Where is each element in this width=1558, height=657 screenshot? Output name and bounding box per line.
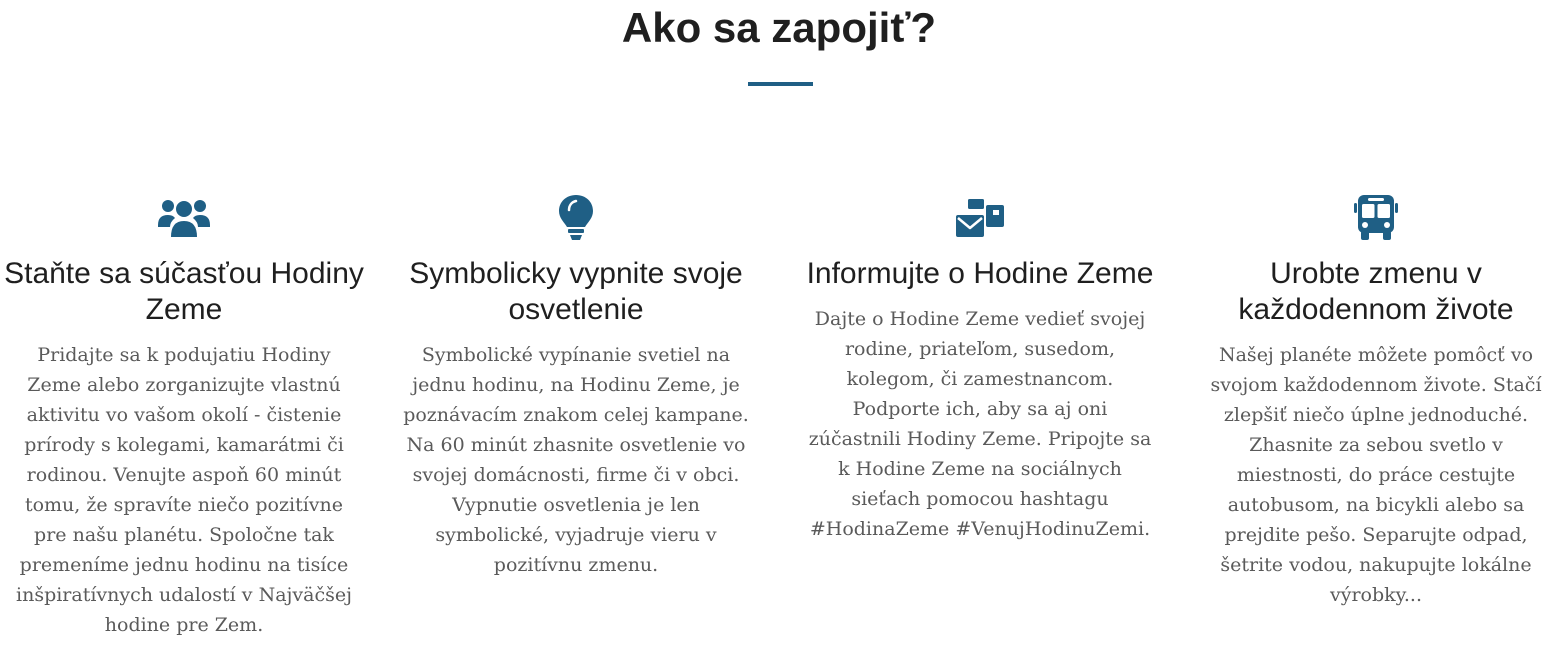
column-title: Staňte sa súčasťou Hodiny Zeme	[4, 257, 364, 326]
column-text: Symbolické vypínanie svetiel na jednu hodinu, na Hodinu Zeme, je poznávacím znakom celej kampane. Na 60 minút zhasnite osvetlenie vo svojej domácnosti, firme či v obci. Vypnutie osvetlenia je len symbolické, vyjadruje vieru v pozitívnu zmenu.	[403, 344, 749, 576]
column-everyday-change	[1196, 190, 1556, 610]
column-join-earth-hour	[4, 190, 364, 640]
people-group-icon	[4, 190, 364, 246]
bus-icon	[1196, 190, 1556, 246]
mail-bulk-icon	[800, 190, 1160, 246]
column-title: Informujte o Hodine Zeme	[806, 257, 1154, 290]
column-text: Našej planéte môžete pomôcť vo svojom každodennom živote. Stačí zlepšiť niečo úplne jednoduché. Zhasnite za sebou svetlo v miestnosti, do práce cestujte autobusom, na bicykli alebo sa prejdite pešo. Separujte odpad, šetrite vodou, nakupujte lokálne výrobky...	[1210, 344, 1542, 606]
column-text: Dajte o Hodine Zeme vedieť svojej rodine, priateľom, susedom, kolegom, či zamestnancom. Podporte ich, aby sa aj oni zúčastnili Hodiny Zeme. Pripojte sa k Hodine Zeme na sociálnych sieťach pomocou hashtagu #HodinaZeme #VenujHodinuZemi.	[808, 308, 1152, 540]
column-text: Pridajte sa k podujatiu Hodiny Zeme alebo zorganizujte vlastnú aktivitu vo vašom okolí - čistenie prírody s kolegami, kamarátmi či rodinou. Venujte aspoň 60 minút tomu, že spravíte niečo pozitívne pre našu planétu. Spoločne tak premeníme jednu hodinu na tisíce inšpiratívnych udalostí v Najväčšej hodine pre Zem.	[16, 344, 352, 636]
engagement-columns	[0, 190, 1558, 657]
column-title: Symbolicky vypnite svoje osvetlenie	[409, 257, 743, 326]
column-inform-others	[800, 190, 1160, 544]
lightbulb-icon	[396, 190, 756, 246]
column-switch-off-lights	[396, 190, 756, 580]
section-title: Ako sa zapojiť?	[621, 4, 937, 51]
column-title: Urobte zmenu v každodennom živote	[1238, 257, 1514, 326]
title-underline	[748, 82, 813, 86]
